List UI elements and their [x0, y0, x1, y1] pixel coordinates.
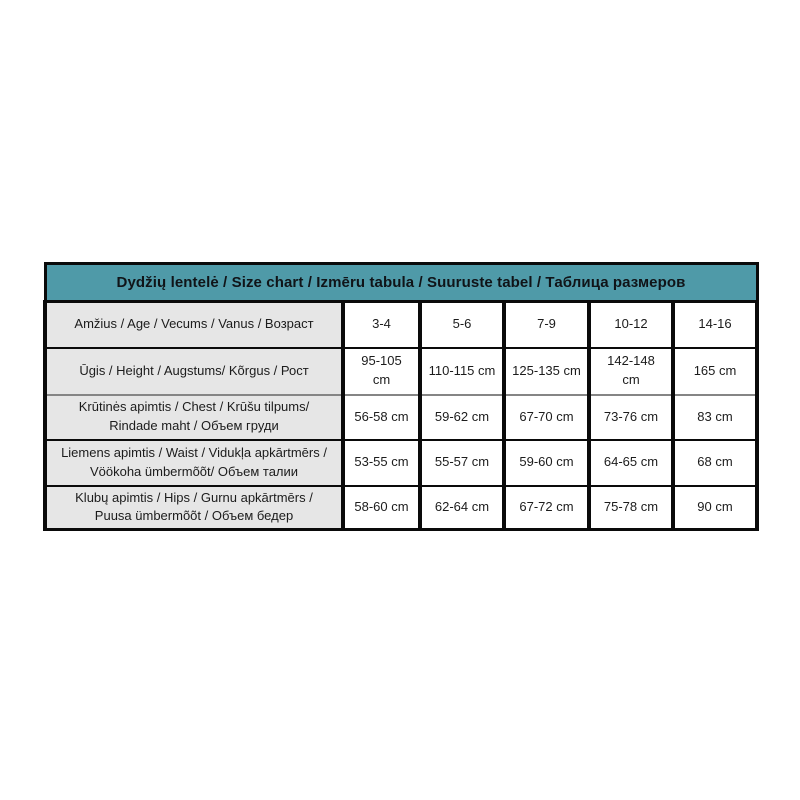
cell-hips-1: 58-60 cm	[343, 486, 420, 530]
cell-height-1: 95-105 cm	[343, 348, 420, 395]
cell-age-5-6: 5-6	[420, 302, 504, 348]
cell-height-4: 142-148 cm	[589, 348, 673, 395]
cell-height-3: 125-135 cm	[504, 348, 589, 395]
table-row-hips	[45, 486, 757, 530]
cell-hips-2: 62-64 cm	[420, 486, 504, 530]
cell-chest-2: 59-62 cm	[420, 395, 504, 440]
cell-age-14-16: 14-16	[673, 302, 757, 348]
cell-waist-3: 59-60 cm	[504, 440, 589, 486]
cell-chest-4: 73-76 cm	[589, 395, 673, 440]
cell-waist-5: 68 cm	[673, 440, 757, 486]
cell-height-5: 165 cm	[673, 348, 757, 395]
size-chart-table	[43, 262, 759, 531]
row-label-height: Ūgis / Height / Augstums/ Kõrgus / Рост	[45, 348, 343, 395]
row-label-chest: Krūtinės apimtis / Chest / Krūšu tilpums/ Rindade maht / Объем груди	[45, 395, 343, 440]
cell-age-3-4: 3-4	[343, 302, 420, 348]
row-label-age: Amžius / Age / Vecums / Vanus / Возраст	[45, 302, 343, 348]
cell-chest-1: 56-58 cm	[343, 395, 420, 440]
cell-waist-4: 64-65 cm	[589, 440, 673, 486]
table-row-age	[45, 302, 757, 348]
row-label-hips: Klubų apimtis / Hips / Gurnu apkārtmērs / Puusa ümbermõõt / Объем бедер	[45, 486, 343, 530]
table-row-chest	[45, 395, 757, 440]
table-row-waist	[45, 440, 757, 486]
cell-age-10-12: 10-12	[589, 302, 673, 348]
cell-waist-2: 55-57 cm	[420, 440, 504, 486]
cell-height-2: 110-115 cm	[420, 348, 504, 395]
table-title-row	[45, 264, 757, 302]
cell-hips-4: 75-78 cm	[589, 486, 673, 530]
cell-chest-5: 83 cm	[673, 395, 757, 440]
table-title: Dydžių lentelė / Size chart / Izmēru tabula / Suuruste tabel / Таблица размеров	[45, 264, 757, 302]
cell-age-7-9: 7-9	[504, 302, 589, 348]
cell-hips-3: 67-72 cm	[504, 486, 589, 530]
cell-chest-3: 67-70 cm	[504, 395, 589, 440]
table-row-height	[45, 348, 757, 395]
cell-hips-5: 90 cm	[673, 486, 757, 530]
cell-waist-1: 53-55 cm	[343, 440, 420, 486]
row-label-waist: Liemens apimtis / Waist / Vidukļa apkārtmērs / Vöökoha ümbermõõt/ Объем талии	[45, 440, 343, 486]
